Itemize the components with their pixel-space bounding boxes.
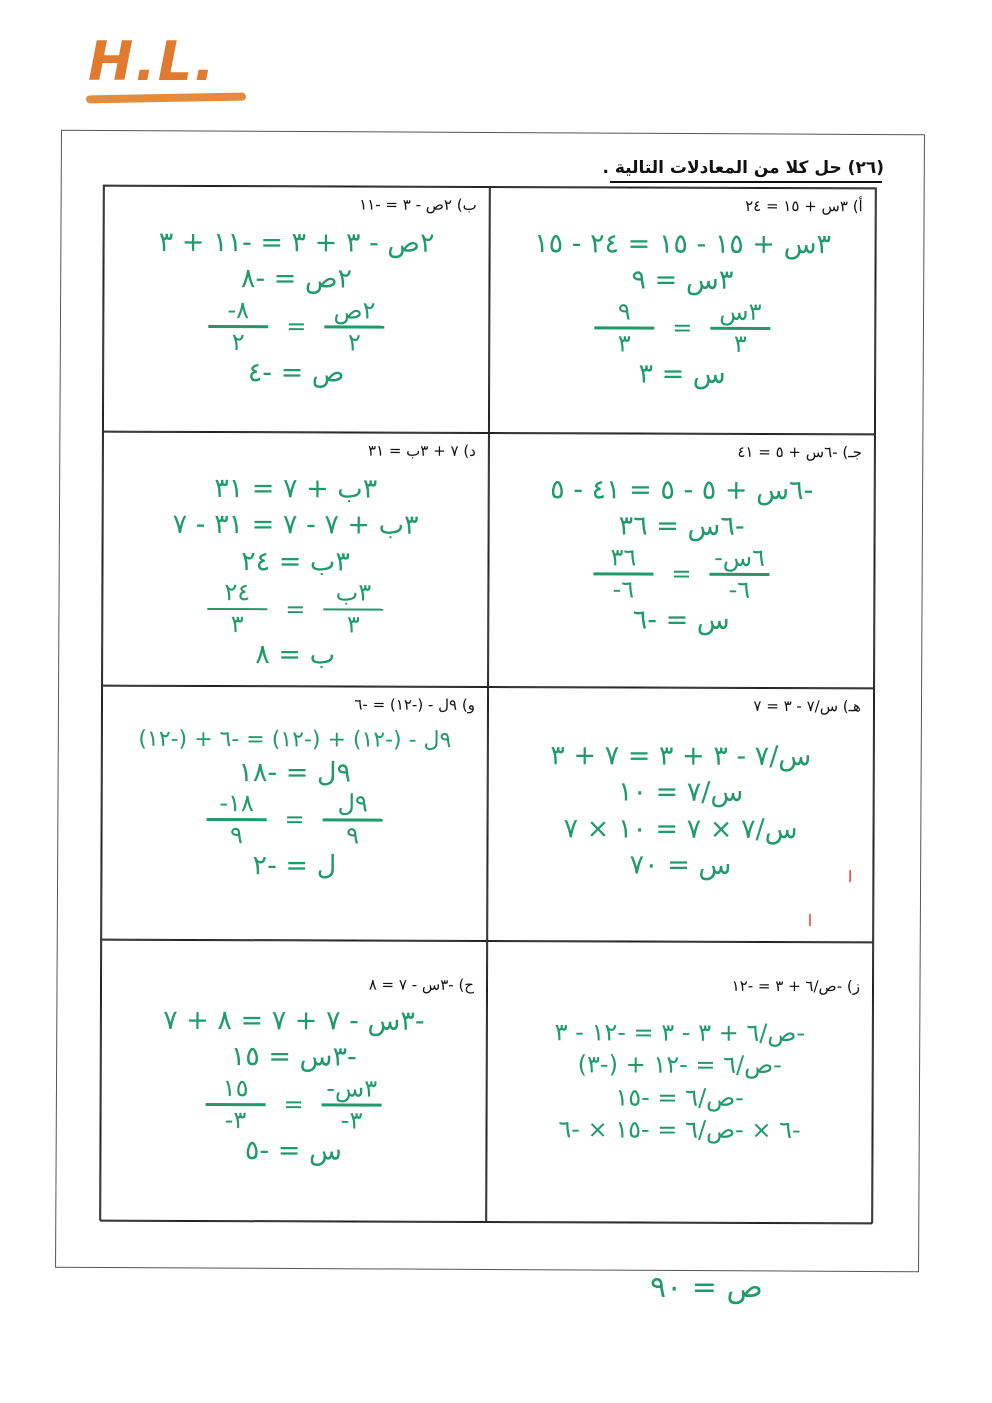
solution-step: ٣ب = ٢٤ [241, 546, 350, 578]
red-cancel-mark: ا [847, 867, 853, 887]
solution-step: ٢ص - ٣ + ٣ = -١١ + ٣ [158, 226, 435, 259]
solution-step: ٩ل = -١٨ [238, 756, 352, 789]
fraction-step: $\frac{\text{-٦س}}{-٦}$ = $\frac{٣٦}{-٦}$ [593, 545, 769, 602]
solution-step: ٣ب + ٧ - ٧ = ٣١ - ٧ [172, 509, 419, 542]
problem-d-cell [102, 432, 489, 687]
exercise-title: (٢٦) حل كلا من المعادلات التالية . [602, 158, 884, 178]
fraction-step: $\frac{\text{٣س}}{٣}$ = $\frac{٩}{٣}$ [594, 299, 770, 356]
equations-grid [99, 185, 877, 1224]
solution-answer: ل = -٢ [252, 850, 337, 882]
teacher-initials: H.L. [88, 30, 217, 93]
solution-step: س/٧ - ٣ + ٣ = ٧ + ٣ [550, 740, 812, 773]
solution-step: -٣س - ٧ + ٧ = ٨ + ٧ [163, 1004, 425, 1037]
solution-step: -٦س = ٣٦ [618, 510, 745, 543]
solution-step: س/٧ = ١٠ [617, 776, 744, 809]
solution-step: -٦س + ٥ - ٥ = ٤١ - ٥ [550, 474, 814, 507]
fraction-step: $\frac{\text{٢ص}}{٢}$ = $\frac{-٨}{٢}$ [208, 298, 384, 355]
problem-z-answer: ص = ٩٠ [650, 1270, 763, 1305]
problem-statement: أ) ٣س + ١٥ = ٢٤ [745, 196, 863, 216]
solution-step: -٣س = ١٥ [230, 1041, 357, 1073]
red-cancel-mark: ا [807, 911, 813, 931]
problem-statement: و) ٩ل - (-١٢) = -٦ [354, 695, 476, 714]
problem-statement: هـ) س/٧ - ٣ = ٧ [753, 696, 862, 716]
solution-step: -٦ × -ص/٦ = -١٥ × -٦ [558, 1115, 801, 1145]
problem-b-cell [103, 186, 490, 433]
solution-step: ٣س = ٩ [631, 264, 734, 297]
problem-h-cell [487, 687, 874, 942]
problem-statement: ز) -ص/٦ + ٣ = -١٢ [731, 976, 861, 996]
initials-underline [86, 93, 246, 104]
problem-j-cell [488, 433, 875, 688]
problem-statement: ب) ٢ص - ٣ = -١١ [359, 195, 477, 214]
solution-answer: ص = -٤ [247, 356, 345, 389]
problem-statement: ح) -٣س - ٧ = ٨ [368, 975, 475, 994]
solution-step: -ص/٦ = -١٢ + (-٣) [577, 1050, 782, 1080]
solution-step: ٣س + ١٥ - ١٥ = ٢٤ - ١٥ [534, 228, 832, 261]
solution-step: س/٧ × ٧ = ١٠ × ٧ [563, 813, 798, 845]
problem-h2-cell [100, 940, 487, 1223]
problem-z-cell [486, 941, 873, 1224]
fraction-step: $\frac{\text{٩ل}}{٩}$ = $\frac{-١٨}{٩}$ [206, 791, 382, 848]
solution-step: ٩ل - (-١٢) + (-١٢) = -٦ + (-١٢) [138, 726, 452, 753]
solution-step: -ص/٦ + ٣ - ٣ = -١٢ - ٣ [554, 1018, 806, 1048]
solution-answer: س = ٧٠ [629, 849, 732, 882]
solution-answer: س = ٣ [638, 358, 726, 390]
problem-w-cell [101, 686, 488, 941]
solution-answer: س = -٦ [632, 604, 730, 636]
fraction-step: $\frac{\text{٣ب}}{٣}$ = $\frac{٢٤}{٣}$ [207, 580, 383, 637]
solution-step: ٣ب + ٧ = ٣١ [214, 473, 378, 505]
solution-answer: ب = ٨ [255, 639, 336, 671]
solution-answer: س = -٥ [244, 1134, 342, 1167]
problem-a-cell [489, 187, 876, 434]
solution-step: -ص/٦ = -١٥ [615, 1083, 744, 1112]
fraction-step: $\frac{\text{-٣س}}{-٣}$ = $\frac{١٥}{-٣}$ [205, 1076, 381, 1133]
problem-statement: جـ) -٦س + ٥ = ٤١ [737, 442, 862, 462]
title-underline [610, 181, 882, 183]
solution-step: ٢ص = -٨ [240, 263, 353, 295]
problem-statement: د) ٧ + ٣ب = ٣١ [367, 441, 476, 460]
